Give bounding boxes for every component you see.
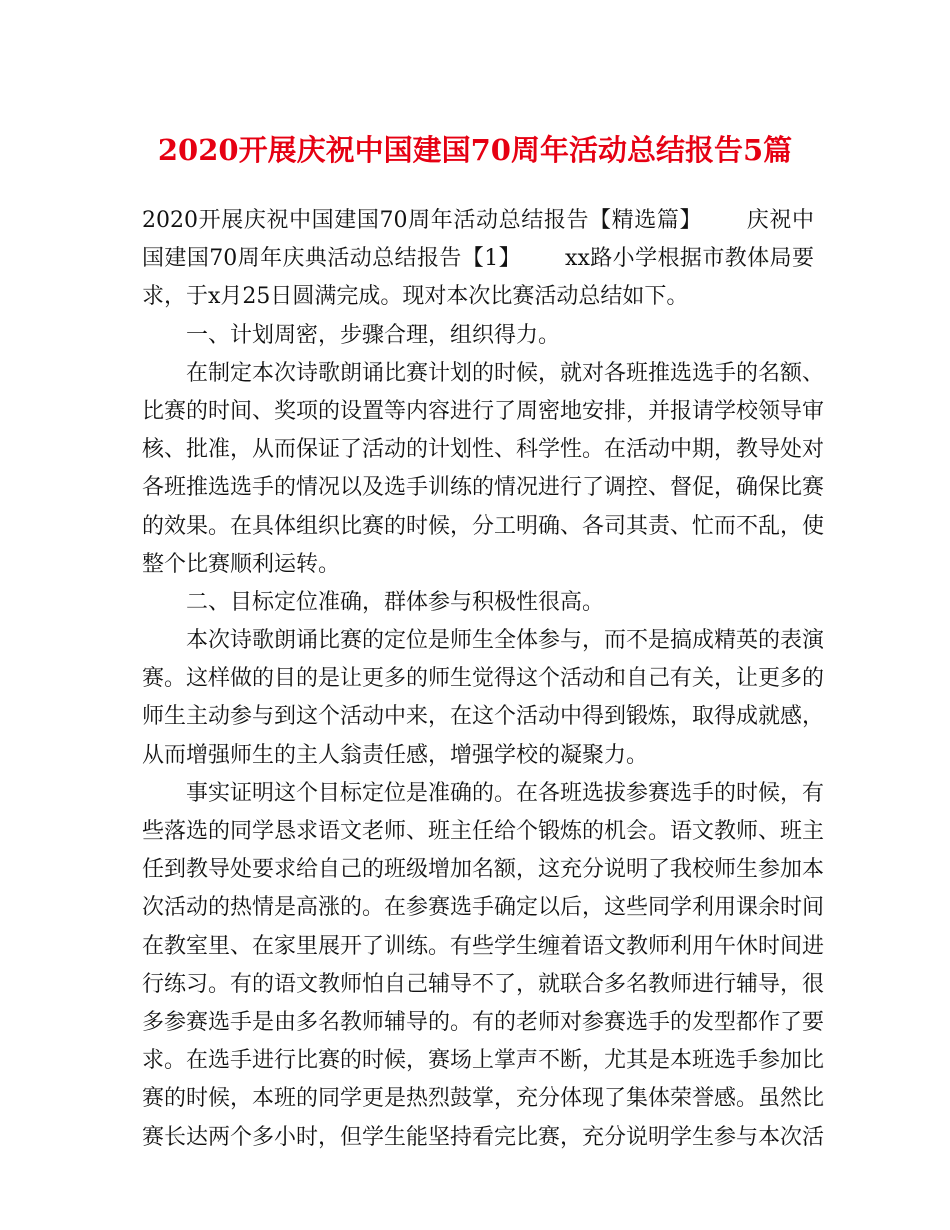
paragraph-line: 在教室里、在家里展开了训练。有些学生缠着语文教师利用午休时间进 [142,933,825,959]
intro-line [142,202,814,240]
paragraph-line: 次活动的热情是高涨的。在参赛选手确定以后，这些同学利用课余时间 [142,895,825,921]
intro-text: xx路小学根据市教体局要 [565,246,814,272]
intro-line [142,240,814,278]
paragraph-line: 师生主动参与到这个活动中来，在这个活动中得到锻炼，取得成就感， [142,704,825,730]
section-heading: 二、目标定位准确，群体参与积极性很高。 [186,589,605,615]
paragraph-line: 赛的时候，本班的同学更是热烈鼓掌，充分体现了集体荣誉感。虽然比 [142,1086,825,1112]
intro-text: 2020开展庆祝中国建国70周年活动总结报告【精选篇】 [142,208,703,233]
paragraph-line: 核、批准，从而保证了活动的计划性、科学性。在活动中期，教导处对 [142,437,825,463]
intro-text: 庆祝中 [746,208,814,233]
paragraph-line: 求。在选手进行比赛的时候，赛场上掌声不断，尤其是本班选手参加比 [142,1048,825,1074]
paragraph-line: 些落选的同学恳求语文老师、班主任给个锻炼的机会。语文教师、班主 [142,819,825,844]
paragraph-line: 的效果。在具体组织比赛的时候，分工明确、各司其责、忙而不乱，使 [142,513,825,539]
paragraph-line: 比赛的时间、奖项的设置等内容进行了周密地安排，并报请学校领导审 [142,398,825,424]
intro-line: 求，于x月25日圆满完成。现对本次比赛活动总结如下。 [142,284,689,310]
paragraph-line: 赛长达两个多小时，但学生能坚持看完比赛，充分说明学生参与本次活 [142,1124,825,1150]
section-heading: 一、计划周密，步骤合理，组织得力。 [186,322,561,348]
paragraph-line: 各班推选选手的情况以及选手训练的情况进行了调控、督促，确保比赛 [142,475,825,501]
paragraph-line: 行练习。有的语文教师怕自己辅导不了，就联合多名教师进行辅导，很 [142,971,825,997]
document-body [142,202,825,1157]
document-title: 2020开展庆祝中国建国70周年活动总结报告5篇 [157,133,793,167]
paragraph-line: 从而增强师生的主人翁责任感，增强学校的凝聚力。 [142,742,649,768]
paragraph-line: 多参赛选手是由多名教师辅导的。有的老师对参赛选手的发型都作了要 [142,1009,825,1035]
paragraph-line: 本次诗歌朗诵比赛的定位是师生全体参与，而不是搞成精英的表演 [186,628,825,654]
paragraph-line: 任到教导处要求给自己的班级增加名额，这充分说明了我校师生参加本 [142,857,825,883]
intro-text: 国建国70周年庆典活动总结报告【1】 [142,246,522,272]
paragraph-line: 整个比赛顺利运转。 [142,551,341,577]
paragraph-line: 事实证明这个目标定位是准确的。在各班选拔参赛选手的时候，有 [186,780,825,806]
paragraph-line: 在制定本次诗歌朗诵比赛计划的时候，就对各班推选选手的名额、 [186,360,825,386]
paragraph-line: 赛。这样做的目的是让更多的师生觉得这个活动和自己有关，让更多的 [142,666,825,692]
